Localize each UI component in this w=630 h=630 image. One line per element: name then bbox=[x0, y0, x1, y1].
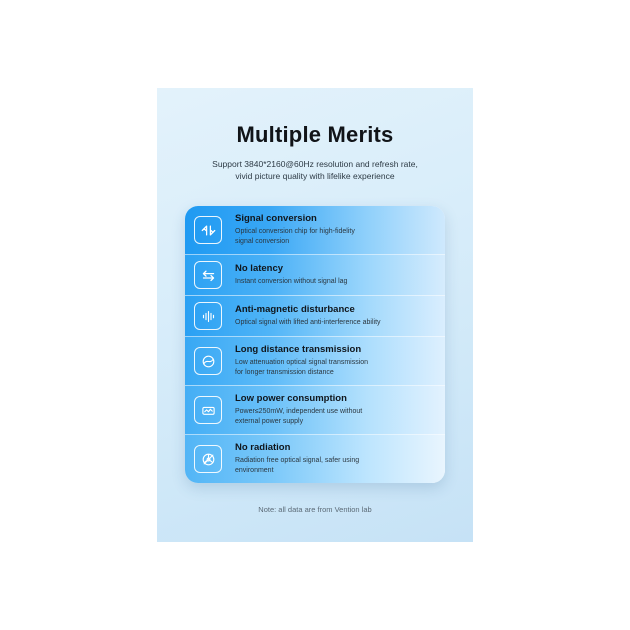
feature-icon-cell bbox=[185, 255, 231, 295]
feature-title: No radiation bbox=[235, 442, 291, 453]
feature-icon-cell bbox=[185, 206, 231, 254]
merits-panel bbox=[157, 88, 473, 542]
feature-row bbox=[185, 435, 445, 483]
feature-desc-line2: signal conversion bbox=[235, 237, 290, 245]
panel-subtitle-line2: vivid picture quality with lifelike experience bbox=[235, 171, 395, 181]
low-power-icon bbox=[194, 396, 222, 424]
feature-desc bbox=[235, 227, 435, 246]
feature-text-cell bbox=[231, 435, 445, 483]
feature-text-cell bbox=[231, 206, 445, 254]
feature-desc bbox=[235, 358, 435, 377]
feature-desc-line1: Optical signal with lifted anti-interference ability bbox=[235, 318, 381, 326]
long-distance-icon bbox=[194, 347, 222, 375]
feature-desc bbox=[235, 277, 435, 287]
feature-text-cell bbox=[231, 337, 445, 385]
no-radiation-icon bbox=[194, 445, 222, 473]
feature-desc-line1: Instant conversion without signal lag bbox=[235, 277, 348, 285]
feature-title: Low power consumption bbox=[235, 393, 347, 404]
feature-text-cell bbox=[231, 255, 445, 295]
feature-icon-cell bbox=[185, 296, 231, 336]
panel-subtitle-line1: Support 3840*2160@60Hz resolution and refresh rate, bbox=[212, 159, 418, 169]
feature-title: Signal conversion bbox=[235, 213, 317, 224]
page-title: Multiple Merits bbox=[236, 122, 394, 147]
feature-title: Long distance transmission bbox=[235, 344, 362, 355]
feature-text-cell bbox=[231, 386, 445, 434]
feature-icon-cell bbox=[185, 386, 231, 434]
feature-desc-line1: Low attenuation optical signal transmission bbox=[235, 359, 369, 366]
no-latency-icon bbox=[194, 261, 222, 289]
feature-desc-line1: Power≤250mW, independent use without bbox=[235, 408, 363, 415]
panel-subtitle bbox=[190, 158, 440, 182]
feature-desc-line2: for longer transmission distance bbox=[235, 368, 334, 376]
feature-text-cell bbox=[231, 296, 445, 336]
features-card bbox=[185, 206, 445, 483]
feature-desc bbox=[235, 407, 435, 426]
feature-desc bbox=[235, 318, 435, 328]
feature-icon-cell bbox=[185, 337, 231, 385]
feature-desc-line2: environment bbox=[235, 466, 274, 474]
feature-desc-line2: external power supply bbox=[235, 417, 304, 425]
feature-desc bbox=[235, 456, 435, 475]
feature-desc-line1: Radiation free optical signal, safer using bbox=[235, 457, 360, 464]
feature-row bbox=[185, 386, 445, 435]
feature-row bbox=[185, 255, 445, 296]
anti-magnetic-icon bbox=[194, 302, 222, 330]
feature-row bbox=[185, 337, 445, 386]
feature-title: Anti-magnetic disturbance bbox=[235, 303, 355, 315]
lab-note: Note: all data are from Vention lab bbox=[258, 505, 372, 514]
feature-row bbox=[185, 296, 445, 337]
feature-title: No latency bbox=[235, 262, 284, 274]
feature-icon-cell bbox=[185, 435, 231, 483]
feature-row bbox=[185, 206, 445, 255]
signal-conversion-icon bbox=[194, 216, 222, 244]
feature-desc-line1: Optical conversion chip for high-fidelity bbox=[235, 228, 355, 235]
